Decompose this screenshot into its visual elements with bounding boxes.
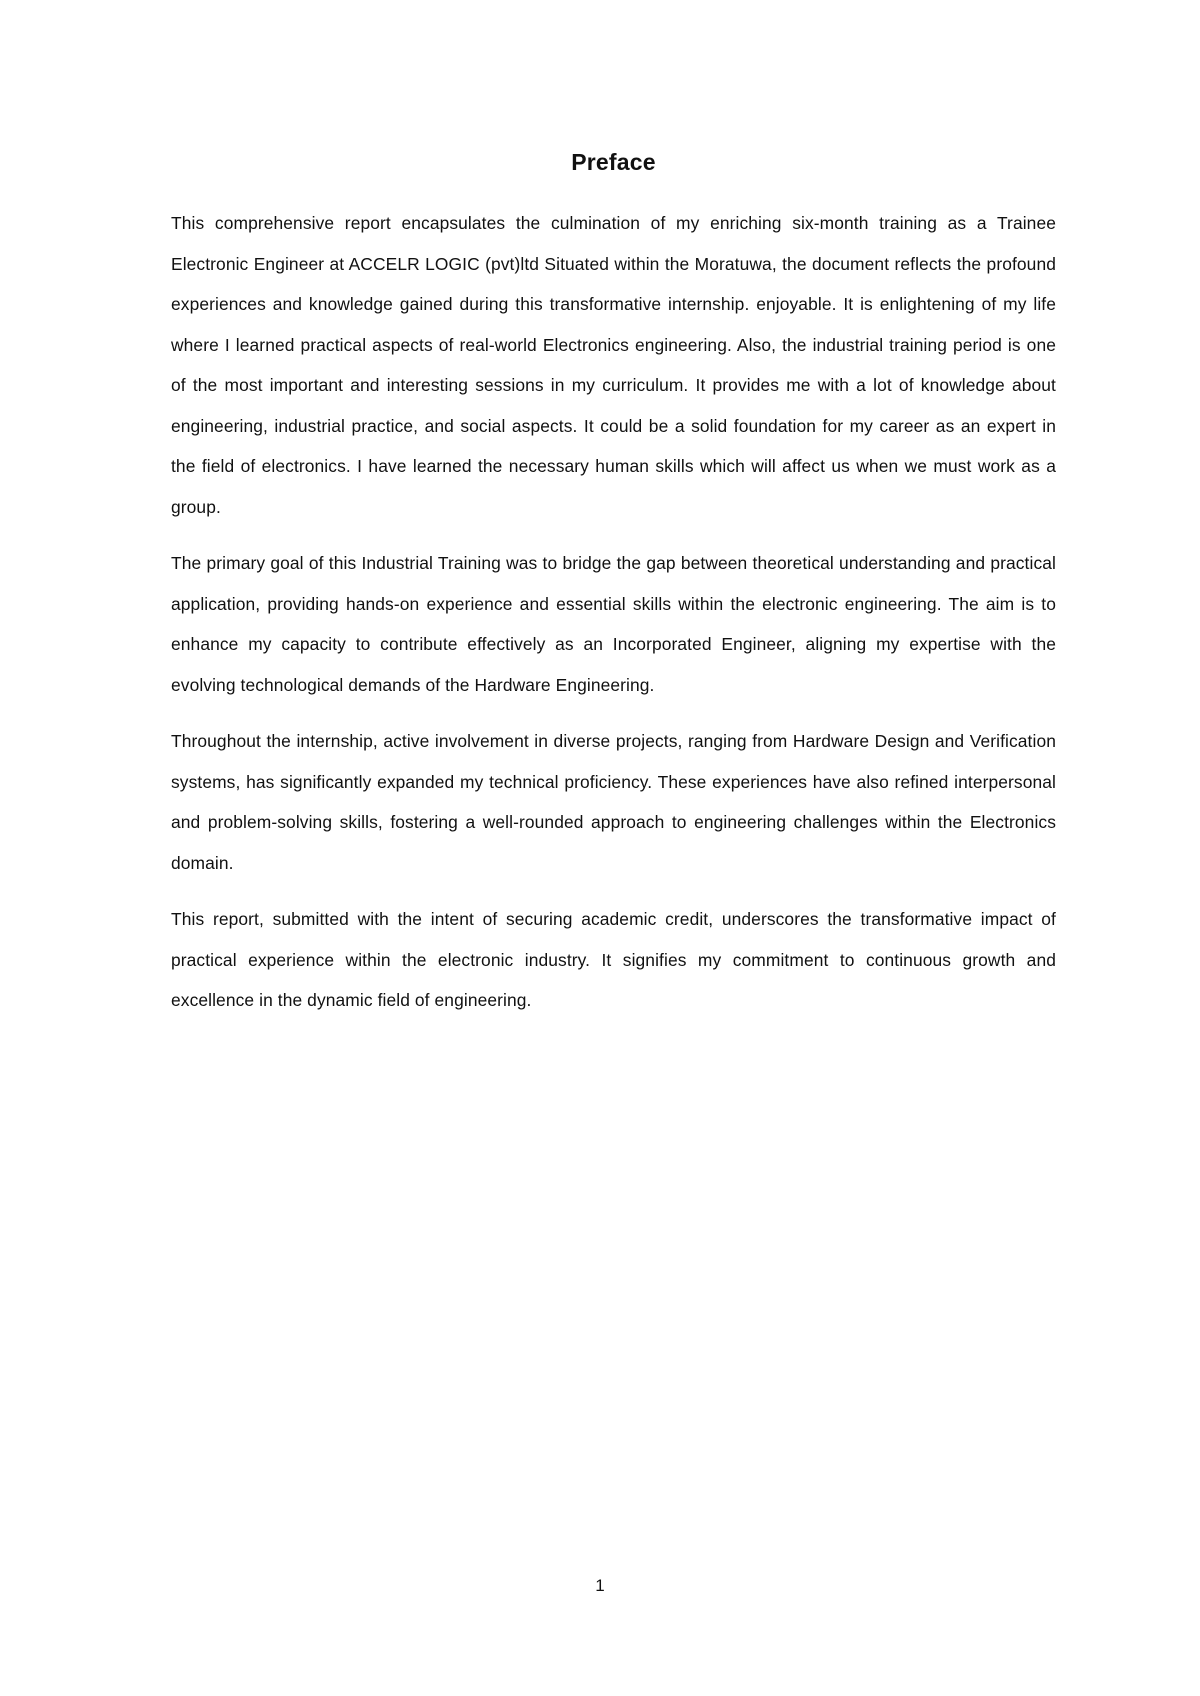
page-number: 1 [595, 1576, 605, 1595]
page-title: Preface [571, 149, 656, 175]
page-content [171, 147, 1056, 1037]
paragraph-conclusion: This report, submitted with the intent of securing academic credit, underscores the transformative impact of practical experience within the electronic industry. It signifies my commitment to continuous growth and excellence in the dynamic field of engineering. [171, 909, 1056, 1010]
paragraph-goal: The primary goal of this Industrial Training was to bridge the gap between theoretical understanding and practical application, providing hands-on experience and essential skills within the electronic engineering. The aim is to enhance my capacity to contribute effectively as an Incorporated Engineer, aligning my expertise with the evolving technological demands of the Hardware Engineering. [171, 553, 1056, 695]
paragraph-intro: This comprehensive report encapsulates the culmination of my enriching six-month training as a Trainee Electronic Engineer at ACCELR LOGIC (pvt)ltd Situated within the Moratuwa, the document reflects the profound experiences and knowledge gained during this transformative internship. enjoyable. It is enlightening of my life where I learned practical aspects of real-world Electronics engineering. Also, the industrial training period is one of the most important and interesting sessions in my curriculum. It provides me with a lot of knowledge about engineering, industrial practice, and social aspects. It could be a solid foundation for my career as an expert in the field of electronics. I have learned the necessary human skills which will affect us when we must work as a group. [171, 213, 1056, 517]
paragraph-projects: Throughout the internship, active involvement in diverse projects, ranging from Hardware Design and Verification systems, has significantly expanded my technical proficiency. These experiences have also refined interpersonal and problem-solving skills, fostering a well-rounded approach to engineering challenges within the Electronics domain. [171, 731, 1056, 873]
